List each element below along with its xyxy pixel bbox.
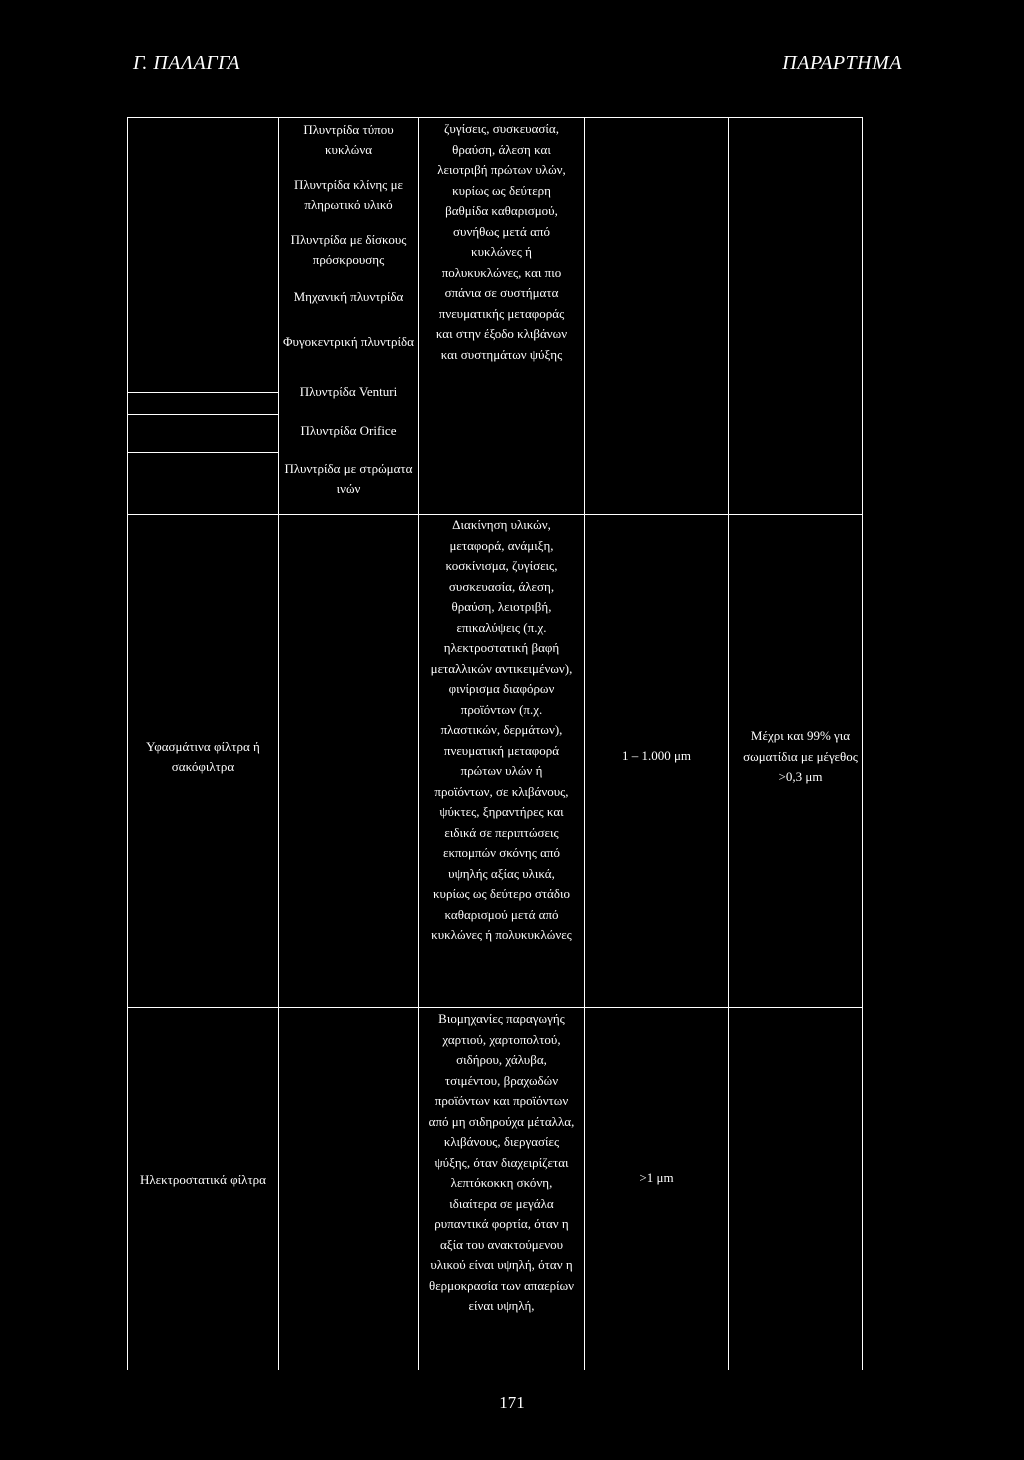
scrubber-type-cyclone: Πλυντρίδα τύπου κυκλώνα <box>303 121 394 157</box>
scrubber-type-fiber-beds: Πλυντρίδα με στρώματα ινών <box>284 460 413 496</box>
esp-size-range: >1 μm <box>639 1170 674 1186</box>
scrubber-type-venturi: Πλυντρίδα Venturi <box>299 384 398 400</box>
scrubber-type-impingement: Πλυντρίδα με δίσκους πρόσκρουσης <box>290 231 407 267</box>
scrubber-type-centrifugal: Φυγοκεντρική πλυντρίδα <box>283 333 414 349</box>
scrubber-applications: ζυγίσεις, συσκευασία, θραύση, άλεση και λειοτριβή πρώτων υλών, κυρίως ως δεύτερη βαθμίδα καθαρισμού, συνήθως μετά από κυκλώνες ή πολυκυκλώνες, και πιο σπάνια σε συστήματα πνευματικής μεταφοράς και στην έξοδο κλιβάνων και συστημάτων ψύξης <box>435 121 568 362</box>
bag-filter-efficiency: Μέχρι και 99% για σωματίδια με μέγεθος >0,3 μm <box>743 728 858 785</box>
scrubber-type-orifice: Πλυντρίδα Orifice <box>300 423 397 439</box>
bag-filter-type: Υφασμάτινα φίλτρα ή σακόφιλτρα <box>146 738 260 774</box>
bag-filter-size-range: 1 – 1.000 μm <box>621 748 692 764</box>
scrubber-type-packed-bed: Πλυντρίδα κλίνης με πληρωτικό υλικό <box>293 176 404 212</box>
esp-type: Ηλεκτροστατικά φίλτρα <box>139 1171 266 1187</box>
header-section: ΠΑΡΑΡΤΗΜΑ <box>782 52 902 74</box>
bag-filter-applications: Διακίνηση υλικών, μεταφορά, ανάμιξη, κοσκίνισμα, ζυγίσεις, συσκευασία, άλεση, θραύση, λειοτριβή, επικαλύψεις (π.χ. ηλεκτροστατική βαφή μεταλλικών αντικειμένων), φινίρισμα διαφόρων προϊόντων (π.χ. πλαστικών, δερμάτων), πνευματική μεταφορά πρώτων υλών ή προϊόντων, σε κλιβάνους, ψύκτες, ξηραντήρες και ειδικά σε περιπτώσεις εκπομπών σκόνης από υψηλής αξίας υλικά, κυρίως ως δεύτερο στάδιο καθαρισμού μετά από κυκλώνες ή πολυκυκλώνες <box>430 517 573 942</box>
page-number: 171 <box>499 1393 525 1412</box>
header-author: Γ. ΠΑΛΑΓΓΑ <box>133 52 240 74</box>
scrubber-type-mechanical: Μηχανική πλυντρίδα <box>293 289 404 305</box>
esp-applications: Βιομηχανίες παραγωγής χαρτιού, χαρτοπολτού, σιδήρου, χάλυβα, τσιμέντου, βραχωδών προϊόντων και προϊόντων από μη σιδηρούχα μέταλλα, κλιβάνους, διεργασίες ψύξης, όταν διαχειρίζεται λεπτόκοκκη σκόνη, ιδιαίτερα σε μεγάλα ρυπαντικά φορτία, όταν η αξία του ανακτούμενου υλικού είναι υψηλή, όταν η θερμοκρασία των απαερίων είναι υψηλή, <box>428 1011 575 1313</box>
